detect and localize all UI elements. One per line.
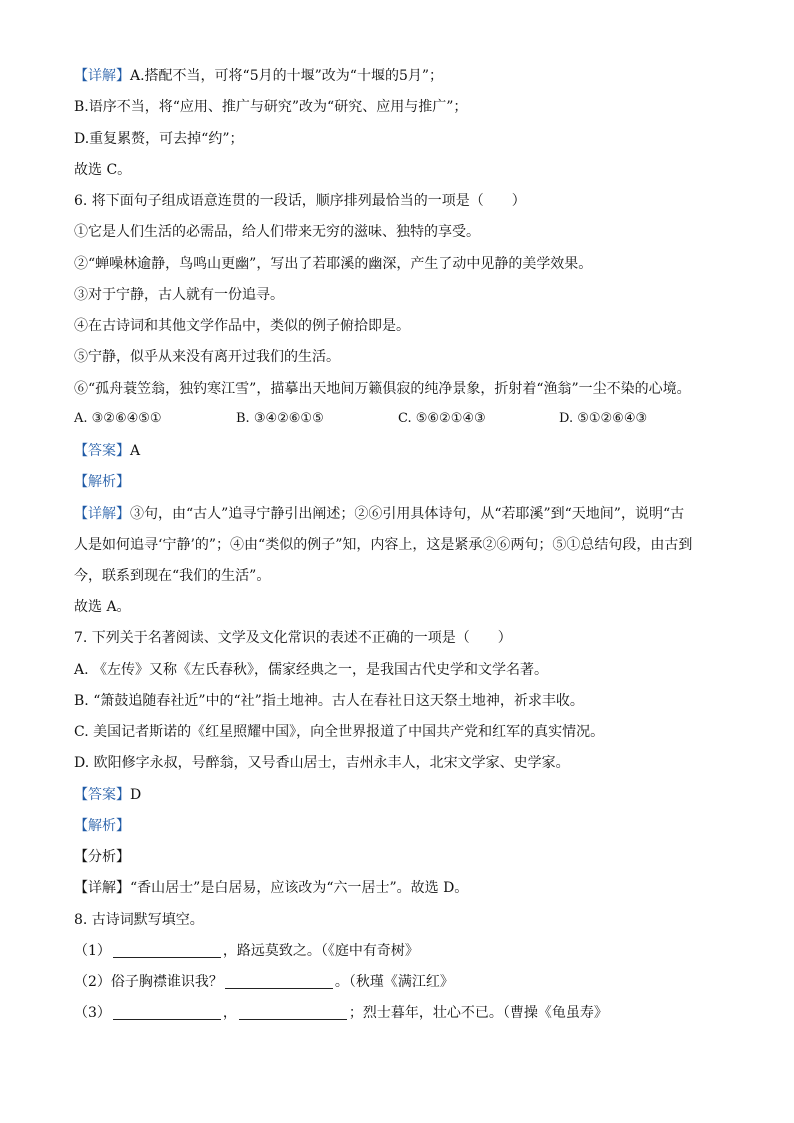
q8-item-1: （1） ，路远莫致之。（《庭中有奇树》	[74, 943, 419, 959]
q7-answer: 【答案】D	[74, 787, 142, 803]
q5-detail-line-1: 【详解】A.搭配不当，可将“5月的十堰”改为“十堰的5月”；	[74, 68, 444, 84]
q6-option-d: D. ⑤①②⑥④③	[559, 411, 648, 426]
q7-option-d: D. 欧阳修字永叔，号醉翁，又号香山居士，吉州永丰人，北宋文学家、史学家。	[74, 755, 570, 771]
q8-stem: 8. 古诗词默写填空。	[74, 912, 204, 928]
q6-conclusion: 故选 A。	[74, 599, 131, 615]
q6-sentence-1: ①它是人们生活的必需品，给人们带来无穷的滋味、独特的享受。	[74, 224, 480, 240]
blank-field	[225, 974, 333, 989]
q7-analysis-tag: 【解析】	[74, 818, 130, 834]
q6-sentence-3: ③对于宁静，古人就有一份追寻。	[74, 287, 284, 303]
q6-detail-line-1: 【详解】③句，由“古人”追寻宁静引出阐述；②⑥引用具体诗句，从“若耶溪”到“天地间”，说明“古	[74, 506, 685, 522]
q7-detail: 【详解】“香山居士”是白居易，应该改为“六一居士”。故选 D。	[74, 880, 469, 896]
blank-field	[239, 1005, 347, 1020]
q6-sentence-5: ⑤宁静，似乎从来没有离开过我们的生活。	[74, 349, 340, 365]
q6-option-a: A. ③②⑥④⑤①	[74, 411, 162, 426]
blank-field	[113, 1005, 221, 1020]
q7-option-b: B. “箫鼓追随春社近”中的“社”指土地神。古人在春社日这天祭土地神，祈求丰收。	[74, 693, 584, 709]
answer-tag: 【答案】	[74, 443, 130, 459]
detail-tag: 【详解】	[74, 68, 130, 84]
q6-option-c: C. ⑤⑥②①④③	[398, 411, 486, 426]
q6-detail-line-2: 人是如何追寻‘宁静’的”；④由“类似的例子”知，内容上，这是紧承②⑥两句；⑤①总结句段，由古到	[74, 537, 693, 553]
q5-conclusion: 故选 C。	[74, 162, 132, 178]
detail-tag: 【详解】	[74, 506, 130, 522]
q8-item-2: （2）俗子胸襟谁识我？ 。（秋瑾《满江红》	[74, 974, 454, 990]
q5-detail-line-3: D.重复累赘，可去掉“约”；	[74, 131, 244, 147]
q6-option-b: B. ③④②⑥①⑤	[236, 411, 324, 426]
q6-sentence-2: ②“蝉噪林逾静，鸟鸣山更幽”，写出了若耶溪的幽深，产生了动中见静的美学效果。	[74, 256, 593, 272]
q7-option-a: A. 《左传》又称《左氏春秋》，儒家经典之一，是我国古代史学和文学名著。	[74, 662, 549, 678]
q6-answer: 【答案】A	[74, 443, 141, 459]
q6-analysis-tag: 【解析】	[74, 474, 130, 490]
blank-field	[113, 943, 221, 958]
q5-detail-line-2: B.语序不当，将“应用、推广与研究”改为“研究、应用与推广”；	[74, 99, 468, 115]
q6-stem: 6. 将下面句子组成语意连贯的一段话，顺序排列最恰当的一项是（ ）	[74, 193, 526, 209]
q7-fenxi-tag: 【分析】	[74, 849, 130, 865]
q7-option-c: C. 美国记者斯诺的《红星照耀中国》，向全世界报道了中国共产党和红军的真实情况。	[74, 724, 605, 740]
q8-item-3: （3） ， ；烈士暮年，壮心不已。（曹操《龟虽寿》	[74, 1005, 608, 1021]
q6-sentence-6: ⑥“孤舟蓑笠翁，独钓寒江雪”，描摹出天地间万籁俱寂的纯净景象，折射着“渔翁”一尘不染的心境。	[74, 381, 691, 397]
answer-tag: 【答案】	[74, 787, 130, 803]
q6-sentence-4: ④在古诗词和其他文学作品中，类似的例子俯拾即是。	[74, 318, 410, 334]
q6-detail-line-3: 今，联系到现在“我们的生活”。	[74, 568, 271, 584]
q7-stem: 7. 下列关于名著阅读、文学及文化常识的表述不正确的一项是（ ）	[74, 630, 512, 646]
detail-tag: 【详解】	[74, 880, 130, 896]
